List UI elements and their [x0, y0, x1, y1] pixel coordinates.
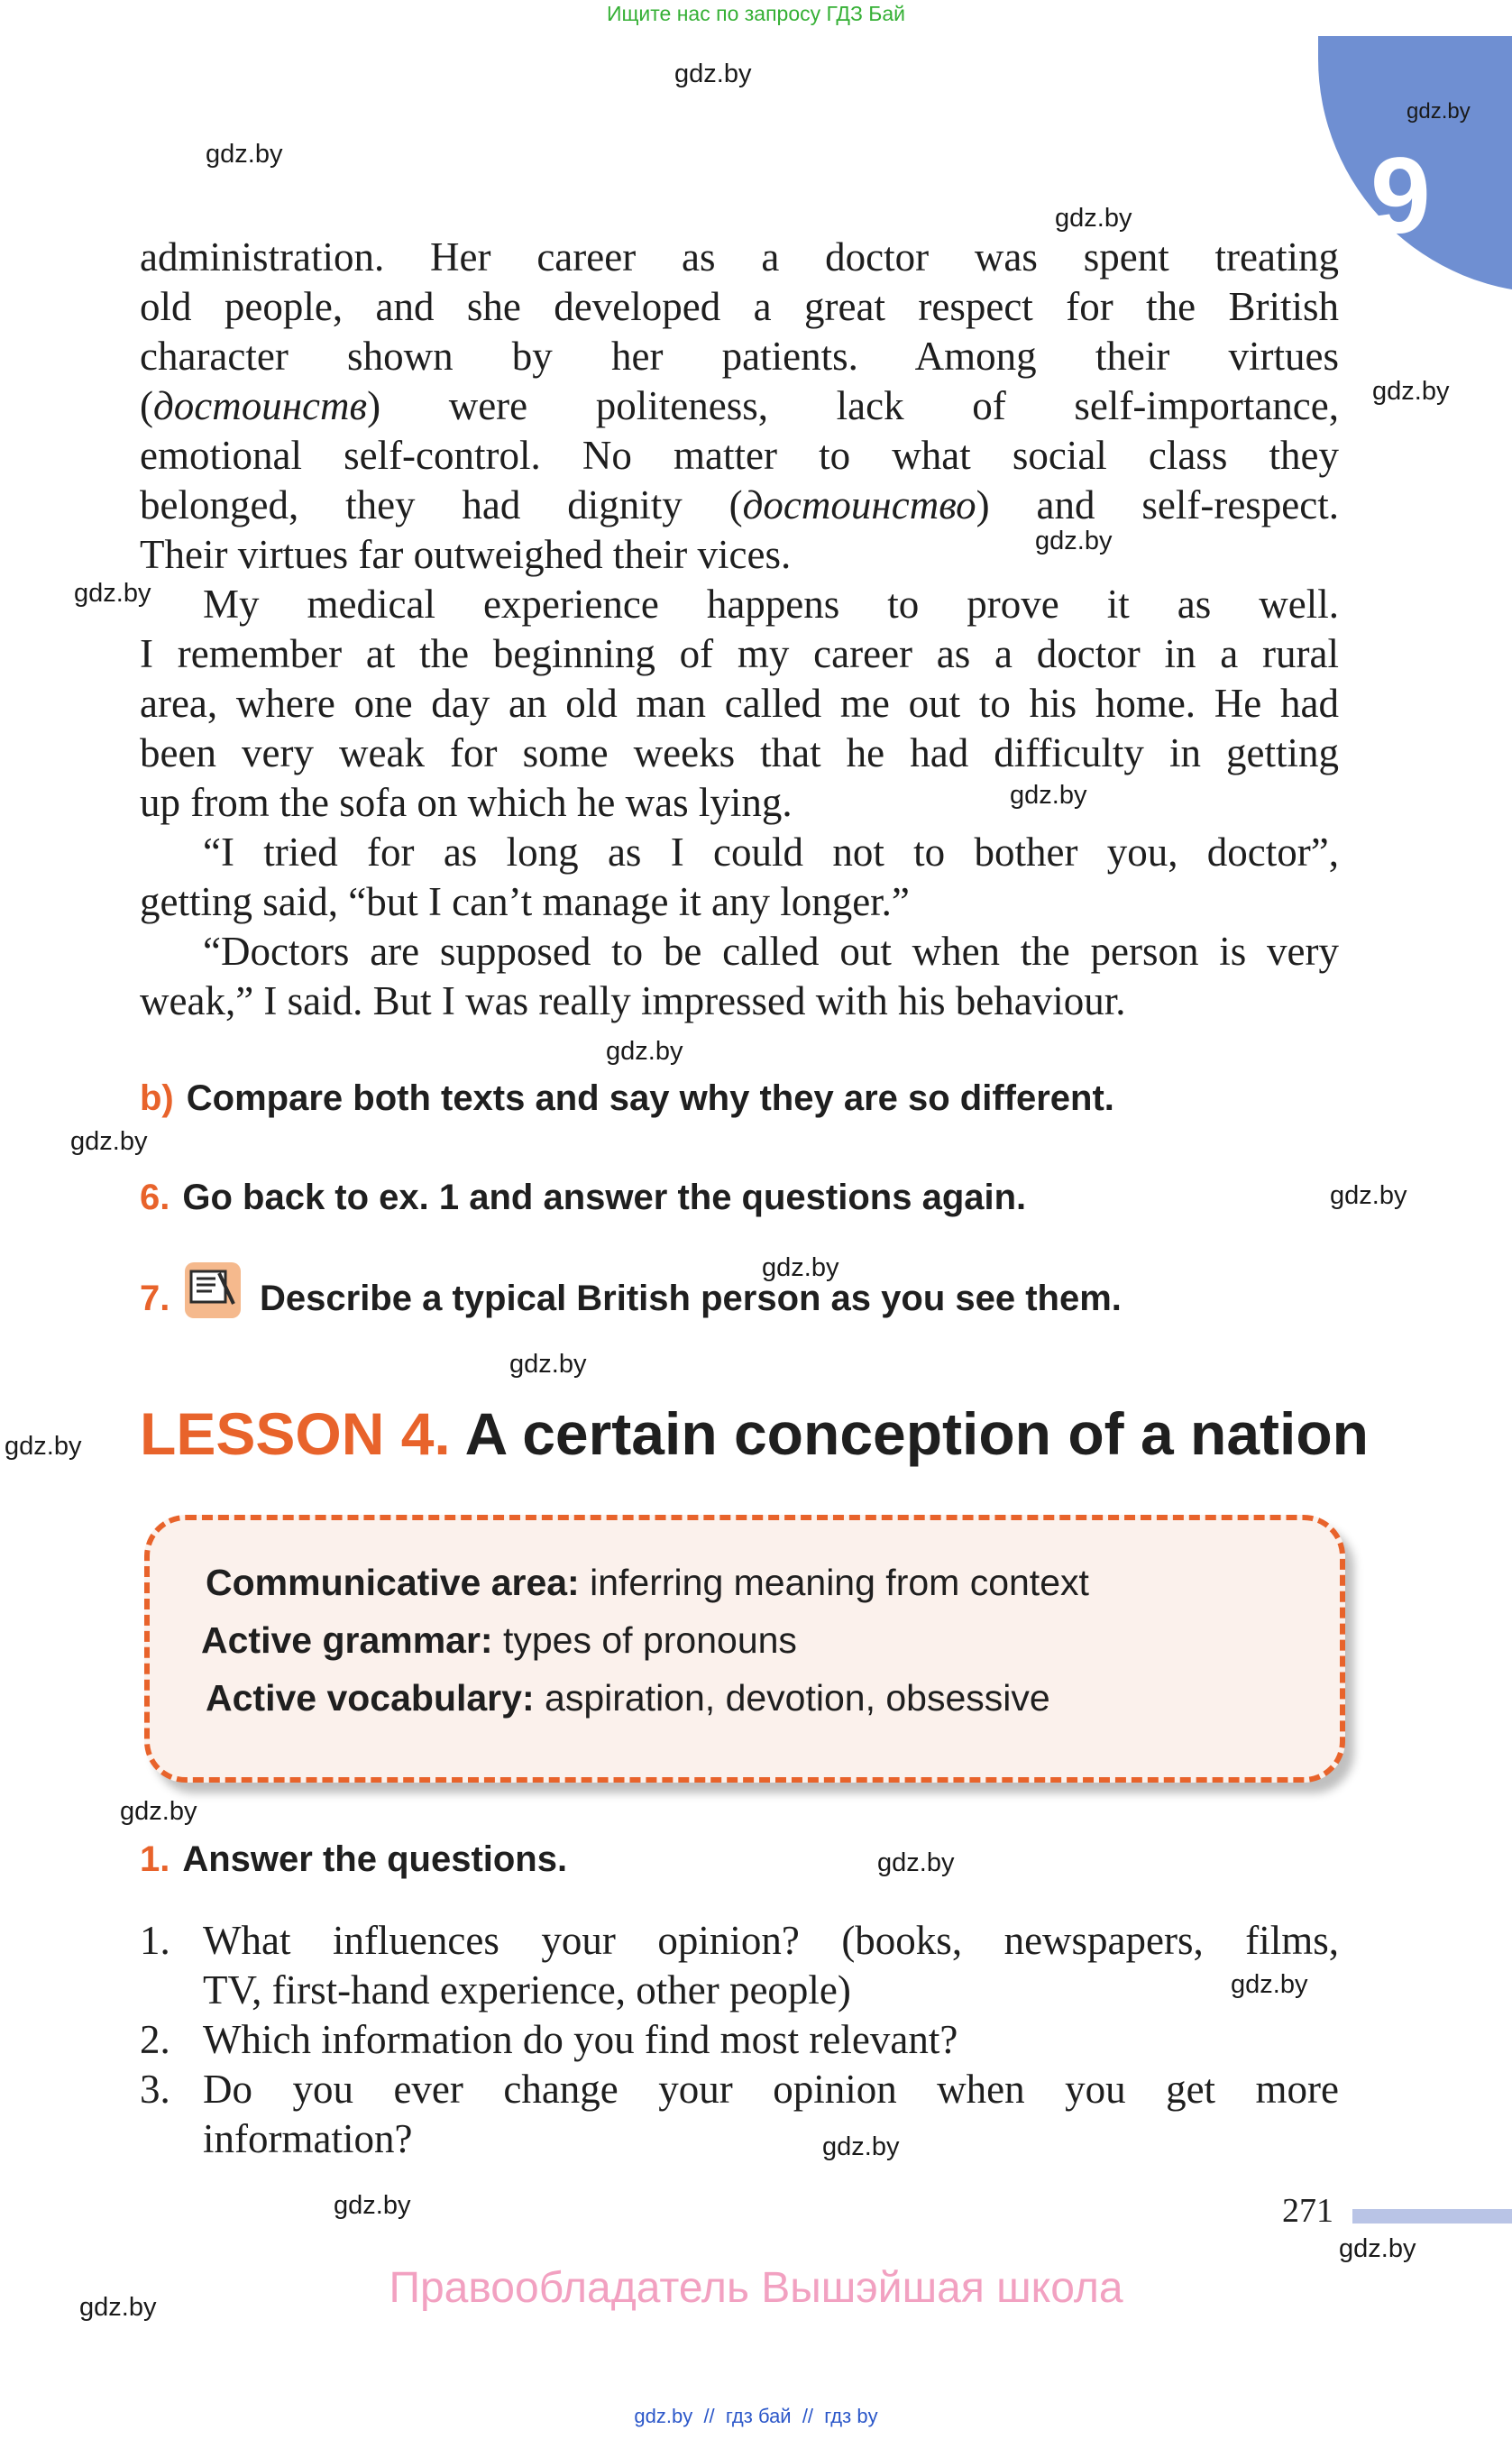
task-7 [260, 1279, 1122, 1319]
question-text: Do you ever change your opinion when you get more [203, 2067, 1339, 2112]
watermark: gdz.by [1372, 377, 1450, 406]
passage-line: Their virtues far outweighed their vices. [140, 532, 792, 577]
passage-line: weak,” I said. But I was really impressed with his behaviour. [140, 978, 1126, 1023]
passage-line: I remember at the beginning of my career as a doctor in a rural [140, 631, 1339, 676]
watermark: gdz.by [509, 1350, 587, 1379]
passage-line: character shown by her patients. Among their virtues [140, 334, 1339, 379]
passage-line: “Doctors are supposed to be called out when the person is very [203, 929, 1339, 974]
lesson-title [140, 1399, 1369, 1468]
watermark: gdz.by [70, 1127, 148, 1156]
passage-line: old people, and she developed a great respect for the British [140, 284, 1339, 329]
task-text: Answer the questions. [182, 1839, 568, 1879]
grammar-label: Active grammar: [201, 1619, 493, 1661]
lesson-label: LESSON 4. [140, 1400, 451, 1467]
passage-line: “I tried for as long as I could not to bother you, doctor”, [203, 830, 1339, 875]
communicative-area [206, 1562, 1089, 1604]
task-b [140, 1078, 1114, 1119]
lesson-heading: A certain conception of a nation [464, 1400, 1369, 1467]
watermark: gdz.by [1010, 781, 1087, 810]
passage-line: emotional self-control. No matter to what social class they [140, 433, 1339, 478]
watermark: gdz.by [74, 579, 151, 608]
page-number: 271 [1282, 2192, 1333, 2230]
task-number: b) [140, 1078, 174, 1118]
passage-line: My medical experience happens to prove it as well. [203, 582, 1339, 627]
watermark: gdz.by [674, 60, 752, 88]
passage-line: administration. Her career as a doctor was spent treating [140, 234, 1339, 280]
communicative-label: Communicative area: [206, 1562, 580, 1603]
passage-line: (достоинств) were politeness, lack of self-importance, [140, 383, 1339, 428]
task-number: 7. [140, 1279, 170, 1318]
communicative-value: inferring meaning from context [590, 1562, 1089, 1603]
question-text: TV, first-hand experience, other people) [203, 1967, 851, 2013]
question-text: information? [203, 2116, 413, 2161]
book-icon [185, 1262, 241, 1318]
question-text: What influences your opinion? (books, newspapers, films, [203, 1918, 1339, 1963]
task-number: 6. [140, 1178, 170, 1217]
question-number: 3. [140, 2067, 170, 2112]
reading-passage [140, 233, 1339, 1026]
passage-line: belonged, they had dignity (достоинство) and self-respect. [140, 482, 1340, 527]
vocabulary-value: aspiration, devotion, obsessive [545, 1677, 1050, 1719]
question-list [140, 1916, 1339, 2164]
watermark: gdz.by [606, 1037, 683, 1066]
watermark: gdz.by [1055, 204, 1132, 233]
task-text: Compare both texts and say why they are so different. [186, 1078, 1114, 1118]
task-text: Describe a typical British person as you see them. [260, 1279, 1122, 1318]
question-text: Which information do you find most relevant? [203, 2017, 958, 2062]
watermark: gdz.by [206, 140, 283, 169]
passage-line: up from the sofa on which he was lying. [140, 780, 793, 825]
grammar-value: types of pronouns [502, 1619, 797, 1661]
watermark: gdz.by [1339, 2234, 1416, 2263]
vocabulary-label: Active vocabulary: [206, 1677, 535, 1719]
task-6 [140, 1178, 1026, 1218]
watermark: gdz.by [5, 1432, 82, 1461]
passage-line: area, where one day an old man called me out to his home. He had [140, 681, 1339, 726]
watermark: gdz.by [1231, 1970, 1308, 1999]
watermark: gdz.by [822, 2132, 900, 2161]
rights-holder: Правообладатель Вышэйшая школа [389, 2264, 1123, 2312]
top-banner: Ищите нас по запросу ГДЗ Бай [606, 2, 906, 25]
footer-links[interactable]: gdz.by // гдз бай // гдз by [634, 2405, 878, 2427]
watermark: gdz.by [762, 1253, 839, 1282]
watermark: gdz.by [1407, 99, 1471, 124]
watermark: gdz.by [120, 1797, 197, 1826]
active-vocabulary [206, 1677, 1050, 1719]
watermark: gdz.by [1035, 527, 1113, 555]
list-item [140, 2065, 1339, 2164]
watermark: gdz.by [334, 2191, 411, 2220]
passage-line: been very weak for some weeks that he had difficulty in getting [140, 730, 1339, 775]
watermark: gdz.by [79, 2293, 157, 2322]
page-bar [1352, 2209, 1512, 2224]
passage-line: getting said, “but I can’t manage it any longer.” [140, 879, 910, 924]
active-grammar [201, 1619, 797, 1662]
task-text: Go back to ex. 1 and answer the questions again. [182, 1178, 1027, 1217]
chapter-number: 9 [1370, 135, 1431, 256]
task-1 [140, 1839, 567, 1880]
question-number: 2. [140, 2017, 170, 2062]
question-number: 1. [140, 1918, 170, 1963]
task-7-number [140, 1279, 182, 1319]
watermark: gdz.by [877, 1848, 955, 1877]
watermark: gdz.by [1330, 1181, 1407, 1210]
task-number: 1. [140, 1839, 170, 1879]
list-item [140, 2015, 1339, 2065]
list-item [140, 1916, 1339, 2015]
